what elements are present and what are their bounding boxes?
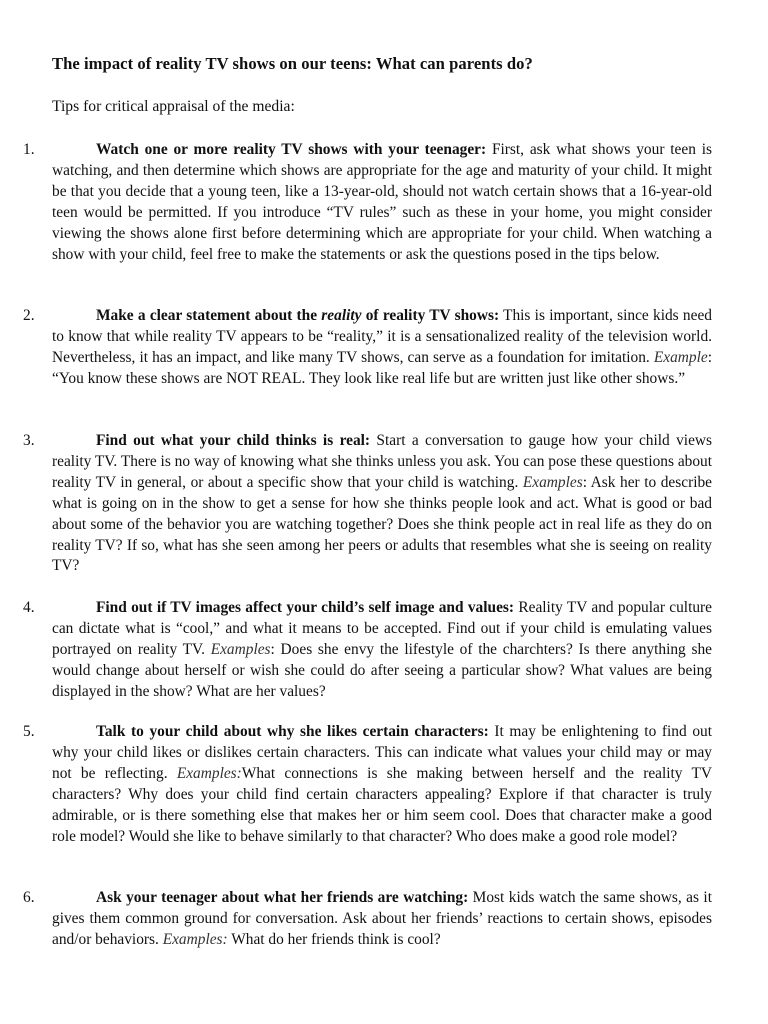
tip-heading-emphasis: reality <box>321 307 362 324</box>
example-label: Examples <box>210 640 271 658</box>
tip-item <box>23 722 713 847</box>
tip-number: 2. <box>23 307 35 324</box>
tip-body-continued: : “You know these shows are NOT REAL. They look like real life but are written just like other shows.” <box>52 348 712 387</box>
tip-body-continued: What do her friends think is cool? <box>227 930 441 948</box>
tip-body: Reality TV and popular culture can dictate what is “cool,” and what it means to be accepted. Find out if your child is emulating values portrayed on reality TV. <box>52 599 712 658</box>
tip-item <box>23 888 712 951</box>
tip-heading: Talk to your child about why she likes certain characters: <box>96 723 489 740</box>
example-label: Examples: <box>162 930 228 948</box>
tip-body: It may be enlightening to find out why your child likes or dislikes certain characters. This can indicate what values your child may or may not be reflecting. <box>52 723 712 782</box>
tip-body-continued: : Does she envy the lifestyle of the charchters? Is there anything she would change about herself or wish she could do after seeing a particular show? What values are being displayed in the show? What are her values? <box>52 640 712 700</box>
tip-body: Most kids watch the same shows, as it gives them common ground for conversation. Ask about her friends’ reactions to certain shows, episodes and/or behaviors. <box>52 889 712 948</box>
tip-item <box>23 140 712 265</box>
tip-heading: Watch one or more reality TV shows with your teenager: <box>96 141 487 158</box>
tip-item <box>23 431 713 577</box>
tip-heading-part: of reality TV shows: <box>361 307 500 324</box>
tip-number: 3. <box>23 432 35 449</box>
tip-heading: Find out if TV images affect your child’s self image and values: <box>96 599 515 616</box>
tip-body-continued: : Ask her to describe what is going on in the show to get a sense for how she thinks people look and act. What is good or bad about some of the behavior you are watching together? Does she think people act in real life as they do on reality TV? If so, what has she seen among her peers or adults that resembles what she is seeing on reality TV? <box>52 473 713 575</box>
tip-heading: Find out what your child thinks is real: <box>96 432 371 449</box>
tip-number: 5. <box>23 723 35 740</box>
document-subtitle: Tips for critical appraisal of the media: <box>52 98 295 115</box>
tip-body-continued: What connections is she making between herself and the reality TV characters? Why does your child find certain characters appealing? Explore if that character is truly admirable, or is there something else that makes her or him seem cool. Does that character make a good role model? Would she like to behave similarly to that character? Who does make a good role model? <box>52 764 713 845</box>
tip-number: 6. <box>23 889 35 906</box>
tip-number: 4. <box>23 599 35 616</box>
example-label: Examples: <box>176 764 242 782</box>
tip-number: 1. <box>23 141 35 158</box>
tip-item <box>23 598 712 703</box>
example-label: Example <box>653 348 708 366</box>
tip-body: This is important, since kids need to know that while reality TV appears to be “reality,” it is a sensationalized reality of the television world. Nevertheless, it has an impact, and like many TV shows, can serve as a foundation for imitation. <box>52 307 712 366</box>
document-title: The impact of reality TV shows on our teens: What can parents do? <box>52 54 533 73</box>
tip-body: First, ask what shows your teen is watching, and then determine which shows are appropriate for the age and maturity of your child. It might be that you decide that a young teen, like a 13-year-old, should not watch certain shows that a 16-year-old teen would be permitted. If you introduce “TV rules” such as these in your home, you might consider viewing the shows alone first before determining which are appropriate for your child. When watching a show with your child, feel free to make the statements or ask the questions posed in the tips below. <box>52 141 712 263</box>
tip-heading <box>96 307 499 324</box>
example-label: Examples <box>522 473 583 491</box>
tip-item <box>23 306 712 390</box>
tip-body: Start a conversation to gauge how your child views reality TV. There is no way of knowing what she thinks unless you ask. You can pose these questions about reality TV in general, or about a specific show that your child is watching. <box>52 432 713 491</box>
tip-heading: Ask your teenager about what her friends are watching: <box>96 889 469 906</box>
tip-heading-part: Make a clear statement about the <box>96 307 322 324</box>
